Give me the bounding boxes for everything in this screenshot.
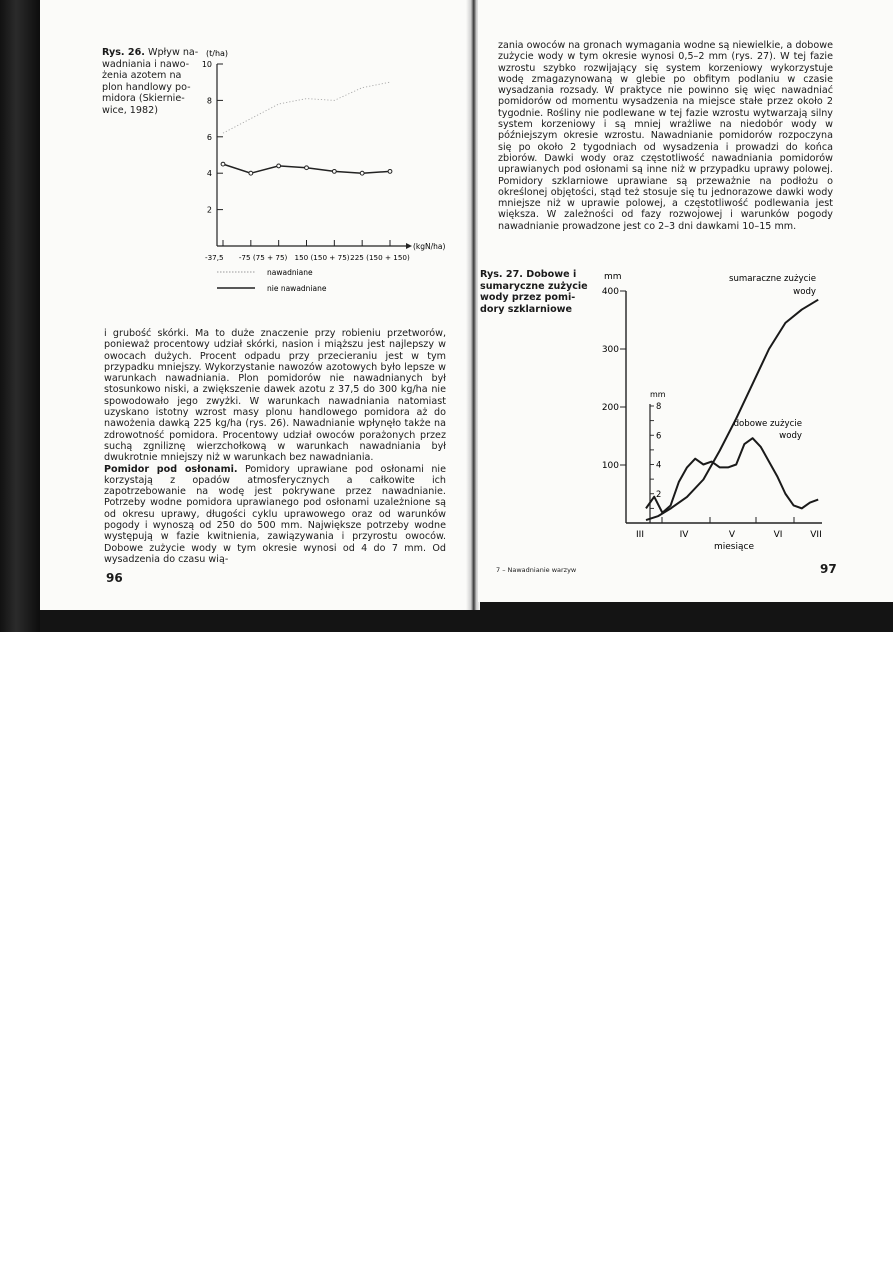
fig27-month-label: V	[728, 530, 736, 540]
page-number-right: 97	[820, 562, 837, 576]
fig27-caption-line: sumaryczne zużycie	[480, 280, 588, 292]
fig26-x-unit: (kgN/ha)	[413, 242, 446, 251]
fig27-inner-tick-label: 2	[656, 488, 662, 499]
fig27-left-unit: mm	[604, 272, 622, 282]
fig26-x-tick-label: 225 (150 + 150)	[350, 253, 410, 262]
fig27-caption	[480, 269, 588, 315]
fig27-left-tick-label: 200	[601, 403, 619, 413]
fig27-left-tick-label: 300	[601, 345, 619, 355]
scan-edge-left	[0, 0, 40, 632]
fig26-y-tick-label: 4	[206, 169, 212, 179]
fig27-series-line	[646, 300, 818, 520]
legend-label-non-irrigated: nie nawadniane	[267, 284, 327, 293]
page-right	[478, 0, 893, 602]
fig27-caption-line: dory szklarniowe	[480, 303, 573, 315]
fig27-daily-label: wody	[779, 431, 802, 441]
fig27-caption-label: Rys. 27.	[480, 269, 523, 280]
fig26-caption-line: żenia azotem na	[102, 70, 182, 82]
fig27-caption-line: wody przez pomi-	[480, 292, 576, 304]
fig26-caption-line: wadniania i nawo-	[102, 58, 190, 70]
fig27-month-label: VII	[810, 530, 822, 540]
fig26-data-point	[249, 171, 253, 175]
fig26-data-point	[305, 166, 309, 170]
fig26-caption-line: midora (Skiernie-	[102, 93, 185, 105]
fig27-daily-label: dobowe zużycie	[733, 419, 802, 429]
fig26-caption-line: Wpływ na-	[147, 47, 199, 58]
fig26-x-tick-label: -37,5	[205, 253, 224, 262]
fig26-data-point	[388, 169, 392, 173]
fig27-series-line	[646, 438, 818, 513]
fig26-legend	[215, 266, 415, 296]
fig27-left-tick-label: 100	[601, 461, 619, 471]
fig26-y-tick-label: 6	[206, 132, 212, 142]
left-paragraph: i grubość skórki. Ma to duże znaczenie przy robieniu przetworów, ponieważ procentowy udział skórki, nasion i miąższu jest najlepszy w owocach dużych. Procent odpadu przy przecieraniu jest w tym przypadku mniejszy. Wykorzystanie nawozów azotowych było lepsze w warunkach nawadniania. Plon pomidorów nie nawadnianych był stosunkowo niski, a zwiększenie dawek azotu z 37,5 do 300 kg/ha nie spowodowało jego zwyżki. W warunkach nawadniania natomiast uzyskano istotny wzrost masy plonu handlowego pomidora aż do nawożenia dawką 225 kg/ha (rys. 26). Nawadnianie wpłynęło także na zdrowotność pomidora. Procentowy udział owoców porażonych przez suchą zgniliznę wierzchołkową w warunkach nawadniania był dwukrotnie mniejszy niż w warunkach bez nawadniania.	[104, 328, 446, 464]
fig27-inner-tick-label: 8	[656, 401, 662, 411]
right-paragraph: zania owoców na gronach wymagania wodne są niewielkie, a dobowe zużycie wody w tym okresie wynosi 0,5–2 mm (rys. 27). W tej fazie wzrostu szybko rozwijający się system korzeniowy wykorzystuje wodę zmagazynowaną w glebie po obfitym podlaniu w czasie wysadzania rozsady. W praktyce nie powinno się więc nawadniać pomidorów od momentu wysadzenia na miejsce stałe przez około 2 tygodnie. Rośliny nie podlewane w tej fazie wzrostu wytwarzają silny system korzeniowy i są mniej wrażliwe na niedobór wody w późniejszym okresie wzrostu. Nawadnianie pomidorów rozpoczyna się po około 2 tygodniach od wysadzenia i prowadzi do końca zbiorów. Dawki wody oraz częstotliwość nawadniania pomidorów uprawianych pod osłonami są inne niż w przypadku uprawy polowej. Pomidory szklarniowe uprawiane są przeważnie na podłożu o określonej objętości, stąd też stosuje się tu jednorazowe dawki wody mniejsze niż w uprawie polowej, a częstotliwość podlewania jest większa. W zależności od fazy rozwojowej i warunków pogody nawadnianie prowadzone jest co 2–3 dni dawkami 10–15 mm.	[498, 40, 833, 232]
fig26-x-tick-label: -75 (75 + 75)	[238, 253, 288, 262]
fig27-month-label: III	[636, 530, 644, 540]
fig27-x-label: miesiące	[714, 542, 754, 552]
fig26-x-arrow-icon	[406, 243, 412, 249]
fig27-inner-unit: mm	[650, 390, 666, 399]
fig27-cumulative-label: wody	[793, 287, 816, 297]
fig26-y-tick-label: 8	[206, 96, 212, 106]
fig27-month-label: VI	[773, 530, 783, 540]
fig27-inner-tick-label: 4	[656, 459, 662, 470]
fig26-y-tick-label: 2	[206, 205, 212, 215]
fig26-series-line	[223, 82, 390, 133]
legend-label-irrigated: nawadniane	[267, 268, 313, 277]
fig26-data-point	[277, 164, 281, 168]
fig26-x-tick-label: 150 (150 + 75)	[294, 253, 350, 262]
right-body-text	[498, 40, 833, 232]
left-body-text	[104, 328, 446, 565]
fig26-y-tick-label: 10	[201, 60, 212, 69]
fig27-inner-tick-label: 6	[656, 430, 662, 441]
fig26-data-point	[221, 162, 225, 166]
section-heading: Pomidor pod osłonami.	[104, 463, 238, 475]
fig26-data-point	[360, 171, 364, 175]
fig26-caption-line: plon handlowy po-	[102, 81, 191, 93]
page-number-left: 96	[106, 571, 123, 585]
fig26-caption-line: wice, 1982)	[102, 104, 158, 116]
fig26-data-point	[332, 169, 336, 173]
section-text: Pomidory uprawiane pod osłonami nie korzystają z opadów atmosferycznych a całkowite ich zapotrzebowanie na wodę jest pokrywane przez nawadnianie. Potrzeby wodne pomidora uprawianego pod osłonami uzależnione są od okresu uprawy, długości cyklu uprawowego oraz od warunków pogody i wynoszą od 250 do 500 mm. Największe potrzeby wodne występują w fazie kwitnienia, zawiązywania i przyrostu owoców. Dobowe zużycie wody w tym okresie wynosi od 4 do 7 mm. Od wysadzenia do czasu wią-	[104, 463, 446, 565]
fig27-cumulative-label: sumaraczne zużycie	[728, 274, 816, 284]
fig26-y-unit: (t/ha)	[206, 49, 229, 58]
fig26-caption-label: Rys. 26.	[102, 47, 145, 58]
fig27-left-tick-label: 400	[601, 287, 619, 297]
fig27-caption-line: Dobowe i	[526, 269, 577, 280]
fig26-chart	[190, 44, 450, 269]
fig27-chart	[590, 266, 890, 576]
page-left	[40, 0, 467, 610]
fig27-month-label: IV	[679, 530, 689, 540]
footer-note: 7 – Nawadnianie warzyw	[496, 566, 577, 574]
